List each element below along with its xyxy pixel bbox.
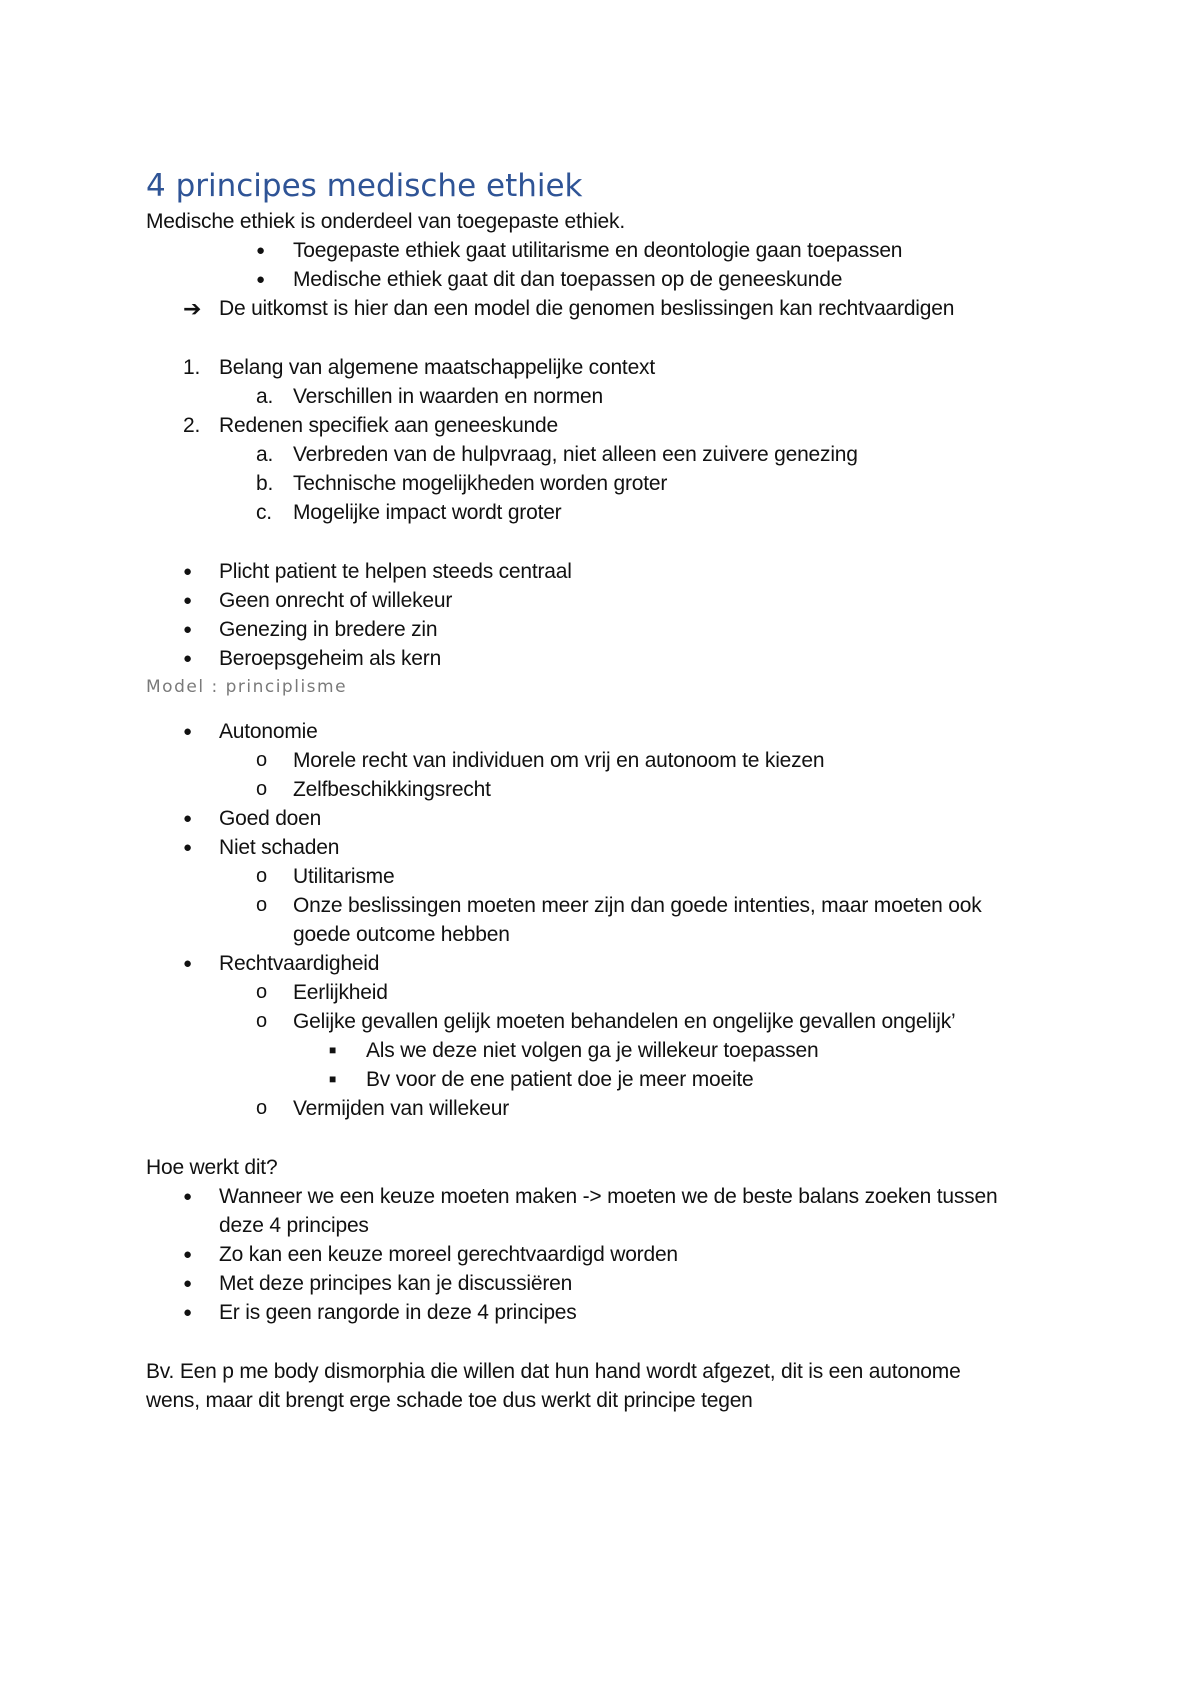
bullet-icon: ●: [183, 1275, 192, 1292]
conclusion-item: ➔ De uitkomst is hier dan een model die genomen beslissingen kan rechtvaardigen: [183, 296, 955, 321]
document-page: [146, 165, 1076, 1415]
principle-item: ● Niet schaden: [146, 833, 1076, 862]
list-number: 1.: [183, 356, 201, 379]
list-item: ● Medische ethiek gaat dit dan toepassen op de geneeskunde: [146, 265, 1076, 294]
list-item: ● Beroepsgeheim als kern: [146, 644, 1076, 673]
list-number: 2.: [183, 414, 201, 437]
bullet-icon: ●: [183, 810, 192, 827]
circle-bullet-icon: o: [256, 1010, 267, 1032]
intro-text: Medische ethiek is onderdeel van toegepaste ethiek.: [146, 210, 625, 233]
list-item: ● Er is geen rangorde in deze 4 principes: [146, 1298, 1076, 1327]
bullet-icon: ●: [183, 592, 192, 609]
list-item: ● Toegepaste ethiek gaat utilitarisme en deontologie gaan toepassen: [146, 236, 1076, 265]
lettered-item: b. Technische mogelijkheden worden groter: [146, 469, 1076, 498]
principle-item: ● Goed doen: [146, 804, 1076, 833]
lettered-item: a. Verschillen in waarden en normen: [146, 382, 1076, 411]
list-item-continuation: goede outcome hebben: [293, 923, 510, 946]
list-item: ● Wanneer we een keuze moeten maken -> moeten we de beste balans zoeken tussen: [146, 1182, 1076, 1211]
example-paragraph: wens, maar dit brengt erge schade toe dus werkt dit principe tegen: [146, 1389, 753, 1412]
circle-bullet-icon: o: [256, 981, 267, 1003]
circle-bullet-icon: o: [256, 894, 267, 916]
list-item: ● Genezing in bredere zin: [146, 615, 1076, 644]
lettered-item: c. Mogelijke impact wordt groter: [146, 498, 1076, 527]
list-item: ■ Bv voor de ene patient doe je meer moeite: [146, 1065, 1076, 1094]
list-item: o Utilitarisme: [146, 862, 1076, 891]
bullet-icon: ●: [183, 650, 192, 667]
lettered-item: a. Verbreden van de hulpvraag, niet alleen een zuivere genezing: [146, 440, 1076, 469]
circle-bullet-icon: o: [256, 865, 267, 887]
how-heading: Hoe werkt dit?: [146, 1156, 278, 1179]
list-item: o Onze beslissingen moeten meer zijn dan goede intenties, maar moeten ook: [146, 891, 1076, 920]
principle-item: ● Autonomie: [146, 717, 1076, 746]
bullet-icon: ●: [256, 242, 265, 259]
list-item: o Zelfbeschikkingsrecht: [146, 775, 1076, 804]
list-letter: a.: [256, 443, 274, 466]
list-letter: c.: [256, 501, 272, 524]
list-letter: b.: [256, 472, 274, 495]
numbered-item: 2. Redenen specifiek aan geneeskunde: [146, 411, 1076, 440]
circle-bullet-icon: o: [256, 778, 267, 800]
bullet-icon: ●: [183, 1188, 192, 1205]
circle-bullet-icon: o: [256, 749, 267, 771]
principle-item: ● Rechtvaardigheid: [146, 949, 1076, 978]
list-letter: a.: [256, 385, 274, 408]
model-subheading: Model : principlisme: [146, 677, 348, 697]
list-item: o Vermijden van willekeur: [146, 1094, 1076, 1123]
list-item: ■ Als we deze niet volgen ga je willekeur toepassen: [146, 1036, 1076, 1065]
bullet-icon: ●: [183, 723, 192, 740]
square-bullet-icon: ■: [329, 1043, 337, 1057]
bullet-icon: ●: [183, 621, 192, 638]
list-item: o Gelijke gevallen gelijk moeten behandelen en ongelijke gevallen ongelijk’: [146, 1007, 1076, 1036]
square-bullet-icon: ■: [329, 1072, 337, 1086]
page-title: 4 principes medische ethiek: [146, 168, 583, 204]
bullet-icon: ●: [183, 563, 192, 580]
bullet-icon: ●: [183, 1246, 192, 1263]
list-item: ● Geen onrecht of willekeur: [146, 586, 1076, 615]
circle-bullet-icon: o: [256, 1097, 267, 1119]
list-item: ● Zo kan een keuze moreel gerechtvaardigd worden: [146, 1240, 1076, 1269]
bullet-icon: ●: [256, 271, 265, 288]
example-paragraph: Bv. Een p me body dismorphia die willen dat hun hand wordt afgezet, dit is een autonome: [146, 1360, 961, 1383]
bullet-icon: ●: [183, 955, 192, 972]
arrow-right-icon: ➔: [183, 296, 202, 321]
list-item: ● Met deze principes kan je discussiëren: [146, 1269, 1076, 1298]
list-item: o Morele recht van individuen om vrij en autonoom te kiezen: [146, 746, 1076, 775]
bullet-icon: ●: [183, 839, 192, 856]
bullet-icon: ●: [183, 1304, 192, 1321]
numbered-item: 1. Belang van algemene maatschappelijke context: [146, 353, 1076, 382]
list-item: o Eerlijkheid: [146, 978, 1076, 1007]
list-item-continuation: deze 4 principes: [219, 1214, 369, 1237]
list-item: ● Plicht patient te helpen steeds centraal: [146, 557, 1076, 586]
